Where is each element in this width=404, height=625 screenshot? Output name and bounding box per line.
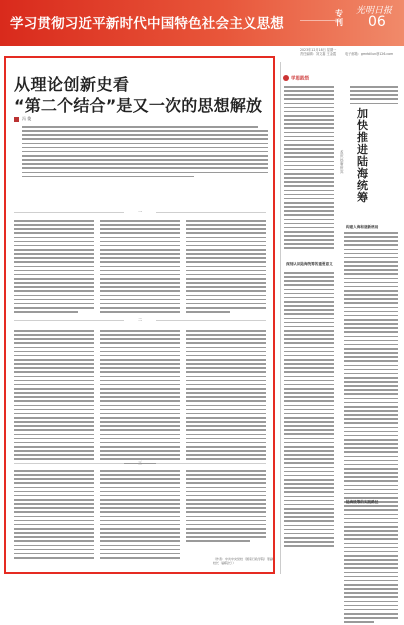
author-name: 冯 俊 bbox=[22, 116, 32, 121]
email-line: 电子邮箱：gmrblilun@126.com bbox=[345, 52, 394, 56]
article-lead bbox=[22, 126, 268, 192]
sidebar-column bbox=[284, 272, 334, 549]
section-number-1: 一 bbox=[138, 209, 142, 214]
sidebar-subhead-1: 深刻认识陆海统筹的重要意义 bbox=[286, 262, 333, 266]
article-title-line-2: “第二个结合”是又一次的思想解放 bbox=[14, 96, 263, 115]
section-rule bbox=[156, 212, 266, 213]
article-byline bbox=[14, 116, 31, 122]
sidebar-column bbox=[350, 86, 398, 107]
article-column bbox=[186, 220, 266, 315]
banner-title: 学习贯彻习近平新时代中国特色社会主义思想 bbox=[10, 16, 284, 32]
sidebar-column-label-text: 学思践悟 bbox=[291, 76, 309, 82]
section-number-2: 二 bbox=[138, 317, 142, 322]
author-footnote: （作者：中共中央党校（国家行政学院）原副校长（副院长）） bbox=[213, 557, 274, 565]
column-mark-icon bbox=[283, 75, 289, 81]
article-column bbox=[100, 470, 180, 561]
section-rule bbox=[156, 320, 266, 321]
byline-mark-icon bbox=[14, 117, 19, 122]
sidebar-column bbox=[284, 86, 334, 252]
article-column bbox=[14, 470, 94, 561]
section-number-3: 三 bbox=[138, 460, 142, 465]
page-number: 06 bbox=[368, 14, 386, 30]
article-title-line-1: 从理论创新史看 bbox=[14, 75, 130, 94]
article-column bbox=[14, 220, 94, 315]
section-rule bbox=[156, 463, 266, 464]
sidebar-column bbox=[344, 232, 398, 625]
sidebar-subhead-3: 构建人海和谐新格局 bbox=[346, 225, 379, 229]
issue-date: 2023年12月18日 星期一 bbox=[300, 48, 337, 52]
banner-decoration bbox=[300, 20, 340, 41]
sidebar-subhead-2: 陆海统筹的实践路径 bbox=[346, 500, 379, 504]
banner-special-label: 专刊 bbox=[335, 9, 343, 27]
section-rule bbox=[14, 463, 124, 464]
sidebar-column-label bbox=[283, 75, 309, 82]
article-column bbox=[14, 330, 94, 467]
section-rule bbox=[14, 212, 124, 213]
page-banner bbox=[0, 0, 404, 46]
sidebar-author: 孟庆远 唐世宾 bbox=[340, 150, 344, 174]
column-divider bbox=[280, 62, 281, 574]
sidebar-title: 加快推进陆海统筹 bbox=[357, 107, 368, 204]
newspaper-logo: 光明日报 bbox=[356, 6, 393, 16]
article-column bbox=[100, 330, 180, 467]
editor-line: 责任编辑：刘文嘉 王金霞 bbox=[300, 52, 337, 56]
article-column bbox=[100, 220, 180, 315]
section-rule bbox=[14, 320, 124, 321]
article-column bbox=[186, 330, 266, 467]
article-column bbox=[186, 470, 266, 545]
